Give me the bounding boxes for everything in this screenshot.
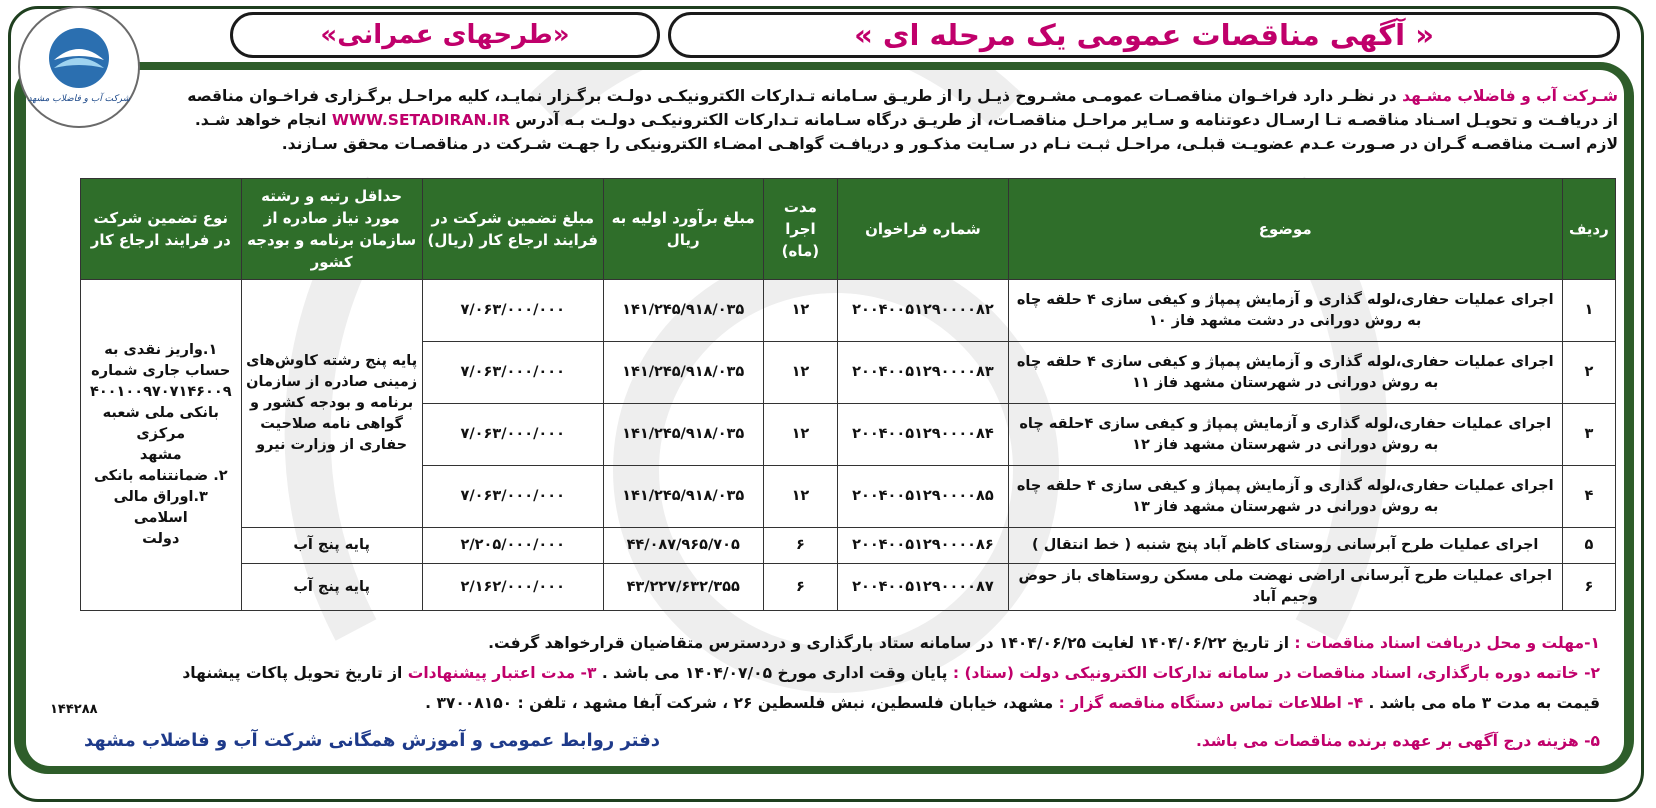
duration: ۱۲ <box>763 280 838 342</box>
estimate: ۱۴۱/۲۴۵/۹۱۸/۰۳۵ <box>603 342 763 404</box>
subject: اجرای عملیات حفاری،لوله گذاری و آزمایش پمپاژ و کیفی سازی ۴ حلقه چاه به روش دورانی در شهرستان مشهد فاز ۱۱ <box>1008 342 1562 404</box>
table-row <box>81 564 1616 611</box>
intro-line-3: لازم اسـت مناقصـه گـران در صـورت عـدم عضویـت قبلـی، مراحـل ثبـت نـام در سـایت مذکـور و دریافـت گواهـی امضـاء الکترونیکی را جهـت شـرکت در مناقصـات محقق سـازند. <box>281 135 1618 153</box>
footer-office: دفتر روابط عمومی و آموزش همگانی شرکت آب و فاضلاب مشهد <box>84 730 661 751</box>
subject: اجرای عملیات حفاری،لوله گذاری و آزمایش پمپاژ و کیفی سازی ۴ حلقه چاه به روش دورانی در دشت مشهد فاز ۱۰ <box>1008 280 1562 342</box>
col-header-call-no: شماره فراخوان <box>838 179 1008 280</box>
call-no: ۲۰۰۴۰۰۵۱۲۹۰۰۰۰۸۵ <box>838 466 1008 528</box>
guarantee-amount: ۷/۰۶۳/۰۰۰/۰۰۰ <box>422 280 603 342</box>
call-no: ۲۰۰۴۰۰۵۱۲۹۰۰۰۰۸۷ <box>838 564 1008 611</box>
subject: اجرای عملیات حفاری،لوله گذاری و آزمایش پمپاژ و کیفی سازی ۴ حلقه چاه به روش دورانی در شهرستان مشهد فاز ۱۳ <box>1008 466 1562 528</box>
intro-line-2: از دریافـت و تحویـل اسـناد مناقصـه تـا ارسـال دعوتنامه و سـایر مراحـل مناقصـات، از طریـق درگاه سـامانه تـدارکات الکترونیکـی دولـت بـه آدرس WWW.SETADIRAN.IR انجام خواهد شـد. <box>194 111 1618 129</box>
estimate: ۴۴/۰۸۷/۹۶۵/۷۰۵ <box>603 528 763 564</box>
estimate: ۱۴۱/۲۴۵/۹۱۸/۰۳۵ <box>603 404 763 466</box>
subject: اجرای عملیات حفاری،لوله گذاری و آزمایش پمپاژ و کیفی سازی ۴حلقه چاه به روش دورانی در شهرستان مشهد فاز ۱۲ <box>1008 404 1562 466</box>
row-no: ۵ <box>1562 528 1615 564</box>
row-no: ۲ <box>1562 342 1615 404</box>
estimate: ۱۴۱/۲۴۵/۹۱۸/۰۳۵ <box>603 280 763 342</box>
intro-company: شـرکت آب و فاضلاب مشـهد <box>1402 87 1618 105</box>
note-1: ۱-مهلت و محل دریافت اسناد مناقصات : از تاریخ ۱۴۰۴/۰۶/۲۲ لغایت ۱۴۰۴/۰۶/۲۵ در سامانه ستاد بارگذاری و دردسترس متقاضیان قرارخواهد گرفت. <box>488 634 1600 652</box>
duration: ۱۲ <box>763 466 838 528</box>
duration: ۶ <box>763 528 838 564</box>
col-header-subject: موضوع <box>1008 179 1562 280</box>
row-no: ۱ <box>1562 280 1615 342</box>
guarantee-amount: ۷/۰۶۳/۰۰۰/۰۰۰ <box>422 342 603 404</box>
call-no: ۲۰۰۴۰۰۵۱۲۹۰۰۰۰۸۲ <box>838 280 1008 342</box>
sub-title: «طرحهای عمرانی» <box>230 12 660 58</box>
intro-paragraph <box>150 84 1618 156</box>
subject: اجرای عملیات طرح آبرسانی اراضی نهضت ملی مسکن روستاهای باز حوض وجیم آباد <box>1008 564 1562 611</box>
duration: ۱۲ <box>763 404 838 466</box>
duration: ۱۲ <box>763 342 838 404</box>
table-header-row <box>81 179 1616 280</box>
subject: اجرای عملیات طرح آبرسانی روستای کاظم آباد پنج شنبه ( خط انتقال ) <box>1008 528 1562 564</box>
col-header-duration: مدت اجرا (ماه) <box>763 179 838 280</box>
note-3-4: قیمت به مدت ۳ ماه می باشد . ۴- اطلاعات تماس دستگاه مناقصه گزار : مشهد، خیابان فلسطین، نبش فلسطین ۲۶ ، شرکت آبفا مشهد ، تلفن : ۳۷۰۰۸۱۵۰ . <box>425 694 1600 712</box>
row-no: ۶ <box>1562 564 1615 611</box>
table-row <box>81 528 1616 564</box>
guarantee-amount: ۷/۰۶۳/۰۰۰/۰۰۰ <box>422 404 603 466</box>
row-no: ۳ <box>1562 404 1615 466</box>
guarantee-amount: ۲/۱۶۲/۰۰۰/۰۰۰ <box>422 564 603 611</box>
guarantee-type-merged: ۱.واریز نقدی به حساب جاری شماره ۴۰۰۱۰۰۹۷۰۷۱۴۶۰۰۹ بانکی ملی شعبه مرکزی مشهد ۲. ضمانتنامه بانکی ۳.اوراق مالی اسلامی دولت <box>81 280 242 611</box>
company-logo <box>18 6 140 128</box>
col-header-row-no: ردیف <box>1562 179 1615 280</box>
min-grade: پایه پنج آب <box>241 528 422 564</box>
col-header-estimate: مبلغ برآورد اولیه به ریال <box>603 179 763 280</box>
table-row <box>81 280 1616 342</box>
call-no: ۲۰۰۴۰۰۵۱۲۹۰۰۰۰۸۴ <box>838 404 1008 466</box>
note-5: ۵- هزینه درج آگهی بر عهده برنده مناقصات می باشد. <box>1195 732 1600 750</box>
guarantee-amount: ۷/۰۶۳/۰۰۰/۰۰۰ <box>422 466 603 528</box>
call-no: ۲۰۰۴۰۰۵۱۲۹۰۰۰۰۸۶ <box>838 528 1008 564</box>
min-grade: پایه پنج آب <box>241 564 422 611</box>
call-no: ۲۰۰۴۰۰۵۱۲۹۰۰۰۰۸۳ <box>838 342 1008 404</box>
min-grade-merged: پایه پنج رشته کاوش‌های زمینی صادره از سازمان برنامه و بودجه کشور و گواهی نامه صلاحیت حفاری از وزارت نیرو <box>241 280 422 528</box>
col-header-guarantee-amount: مبلغ تضمین شرکت در فرایند ارجاع کار (ریال) <box>422 179 603 280</box>
note-2-3: ۲- خاتمه دوره بارگذاری، اسناد مناقصات در سامانه تدارکات الکترونیکی دولت (ستاد) : پایان وقت اداری مورخ ۱۴۰۴/۰۷/۰۵ می باشد . ۳- مدت اعتبار پیشنهادات از تاریخ تحویل پاکات پیشنهاد <box>182 664 1600 682</box>
water-drop-icon <box>20 8 138 126</box>
tenders-table <box>80 178 1616 611</box>
col-header-guarantee-type: نوع تضمین شرکت در فرایند ارجاع کار <box>81 179 242 280</box>
logo-caption: شرکت آب و فاضلاب مشهد <box>27 94 131 104</box>
estimate: ۴۳/۲۲۷/۶۳۲/۳۵۵ <box>603 564 763 611</box>
estimate: ۱۴۱/۲۴۵/۹۱۸/۰۳۵ <box>603 466 763 528</box>
reference-number: ۱۴۴۲۸۸ <box>50 702 98 717</box>
guarantee-amount: ۲/۲۰۵/۰۰۰/۰۰۰ <box>422 528 603 564</box>
main-title: « آگهی مناقصات عمومی یک مرحله ای » <box>668 12 1620 58</box>
website-link[interactable]: WWW.SETADIRAN.IR <box>331 111 511 129</box>
duration: ۶ <box>763 564 838 611</box>
intro-line-1: شـرکت آب و فاضلاب مشـهد در نظـر دارد فراخـوان مناقصـات عمومـی مشـروح ذیـل را از طریـق سـامانه تـدارکات الکترونیکـی دولـت برگـزار نمایـد، کلیه مراحـل برگـزاری فراخـوان مناقصه <box>187 87 1618 105</box>
row-no: ۴ <box>1562 466 1615 528</box>
col-header-min-grade: حداقل رتبه و رشته مورد نیاز صادره از سازمان برنامه و بودجه کشور <box>241 179 422 280</box>
